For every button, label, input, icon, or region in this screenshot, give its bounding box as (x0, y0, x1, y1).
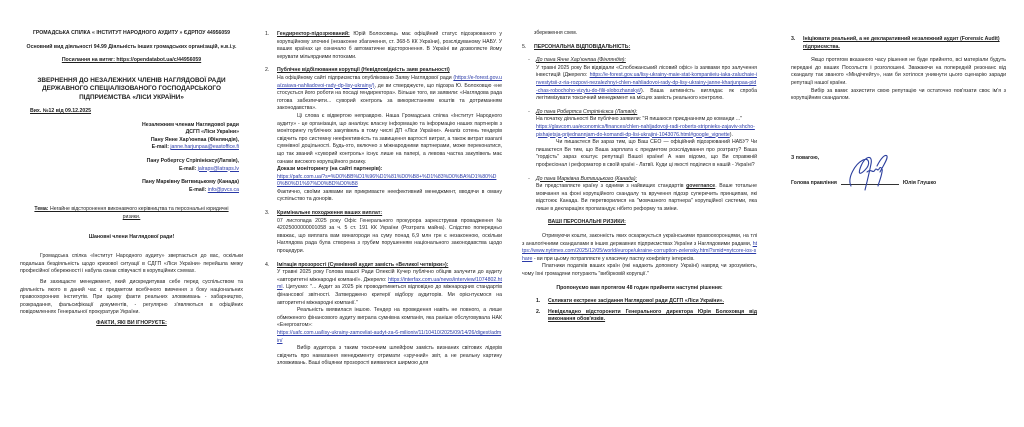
activity-line: Основний вид діяльності 94.99 Діяльність інших громадських організацій, н.в.і.у. (26, 43, 237, 50)
recipient-1-email[interactable]: janne.harjunpaa@eastoffice.fi (170, 144, 239, 151)
addressee-block (20, 122, 243, 195)
management-paragraph: Ви захищаєте менеджмент, який дискредитував себе перед суспільством та діяльність якого в даний час є предметом всебічного вивчення з боку національних правоохоронних інститутів. При цьому факти реальних зловживань - хабарництво, розкрадання, фальсифікації документів, - регулярно з'являються в офіційних повідомленнях Генеральної прокуратури України. (20, 278, 243, 316)
item-text: Юрій Болоховець має офіційний статус підозрюваного у корупційному злочині (незаконне збагачення, ст. 368-5 КК України), розслідуваному НАБУ. У ваших країнах це означало б автоматичне відсторонення. В Україні ви дозволяєте йому керувати мільярдними потоками. (277, 31, 502, 60)
proposal-heading: Пропонуємо вам протягом 48 годин прийняти наступні рішення: (556, 284, 723, 291)
decision-text: Ініціювати реальний, а не декларативний незалежний аудит (Forensic Audit) підприємства. (803, 36, 1000, 50)
item-number: 1. (536, 298, 541, 305)
item-heading: Кримінальне походження ваших виплат: (277, 210, 383, 217)
decision-item-3 (791, 36, 1006, 51)
recipient-1-email-row (20, 144, 239, 152)
person-text-continued: . Ваше тотальне мовчання на фоні корупційного скандалу та вручення підозр суперечить принципам, які відстоює Канада. Ви перетворилися на "мовчазного партнера" корупційної системи, яка лише в деклараціях пропагандує нібито реформу та зміни. (536, 183, 757, 212)
risks-paragraph (522, 233, 757, 263)
title-line-1: ЗВЕРНЕННЯ ДО НЕЗАЛЕЖНИХ ЧЛЕНІВ НАГЛЯДОВОЇ РАДИ (37, 76, 226, 84)
person-item-canada (522, 176, 757, 214)
person-heading: До пана Робертса Стріпінієкса (Латвія): (536, 108, 638, 115)
decision-item-1 (522, 298, 757, 306)
handwritten-signature-icon (845, 152, 895, 192)
person-paragraph: Чи пишаєтеся Ви зараз тим, що Ваш CEO — офіційний підозрюваний НАБУ? Чи пишаєтеся Ви тим, що Ваша зарплата є предметом розслідування про розтрату? Ваша "гордість" зараз коштує репутації Вашої країни! А нам відомо, що Ви справжній професіонал і реформатор в своїй країні - Латвії. Куди ці якості поділися в нашій - Україні? (536, 139, 757, 168)
recipient-2-email-row (20, 166, 239, 174)
item-number: 4. (265, 261, 270, 268)
item-heading: Імітація прозорості (Сумнівний аудит замість «Великої четвірки»): (277, 261, 449, 268)
fact-item-1 (265, 31, 502, 61)
risks-text-end: - ви при цьому потрапляєте у класичну пастку конфлікту інтересів. (533, 255, 695, 262)
choice-paragraph: Вибір за вами: захистити свою репутацію чи остаточно пов'язати своє ім'я з корупційним скандалом. (791, 87, 1006, 102)
person-link[interactable]: https://glavcom.ua/economics/finances/chlen-nahljadovoji-radi-roberts-stripnieks-zajaviv-shcho-pishajetsja-prijednannjam-do-komandi-dp-lisi-ukrajini-1043076.html#google_vignette (536, 123, 755, 138)
interfax-link[interactable]: https://interfax.com.ua/news/interview/1074802.html (277, 276, 502, 291)
person-text: Ви представляєте країну з одними з найвищих стандартів (536, 183, 684, 190)
evidence-link[interactable]: https://pafc.com.ua/?s=%D0%BB%D1%96%D1%81%D0%B8+%D1%83%D0%BA%D1%80%D0%B0%D1%97%D0%BD%D0%B8 (277, 173, 497, 188)
decision-item-2 (522, 309, 757, 324)
title-line-3: ПІДПРИЄМСТВА «ЛІСИ УКРАЇНИ» (79, 93, 184, 101)
person-text-continued: ). (729, 131, 733, 138)
signer-title: Голова правління (791, 179, 837, 186)
item-text: У травні 2025 року Голова вашої Ради Олексій Кучер публічно обіцяв залучити до аудиту «авторитетні міжнародні компанії». Джерело: (277, 269, 502, 283)
item-heading: Гендиректор-підозрюваний: (277, 31, 350, 37)
nytimes-link[interactable]: https://www.nytimes.com/2025/12/05/world/europe/ukraine-corruption-zelensky.html?smid=nytcore-ios-share (522, 240, 758, 262)
person-heading: До пана Янне Хар'юнпаа (Фінляндія): (536, 57, 626, 64)
fact-item-4 (265, 262, 502, 368)
dash-bullet: - (528, 175, 530, 182)
person-item-finland (522, 57, 757, 103)
person-link[interactable]: https://e-forest.gov.ua/lisy-ukrainy-maie-stat-kompaniieiu-iaka-zaluchaie-investytsii-z-ria-rozpovi-nezalezhnyi-chlen-nahliadovoi-rady-dp-lisy-ukrainy-janne-kharjunpaa-pid-chas-robochoho-vizytu-do-filii-slobozhanskyi/ (536, 72, 757, 94)
taxpayers-paragraph: Платники податків ваших країн (які надають допомогу Україні) навряд чи зрозуміють, чому їхні громадяни потурають "вибірковій корупції." (522, 263, 757, 278)
recipient-3-email[interactable]: info@pvcs.ca (207, 186, 239, 193)
person-item-latvia (522, 109, 757, 170)
intro-paragraph: Громадська спілка «Інститут Народного аудиту» звертається до вас, оскільки подальша бездіяльність щодо кризової ситуації в СДГП «Ліси України» перейшла межу професійної обережності і набула ознак співучасті в корупційних схемах. (20, 253, 243, 275)
risks-heading: ВАШІ ПЕРСОНАЛЬНІ РИЗИКИ: (548, 219, 626, 226)
section-5 (522, 44, 757, 52)
email-label: E-mail: (151, 144, 169, 151)
recipient-3-name: Пану Марківну Витвицькому (Канада) (142, 179, 239, 186)
item-number: 1. (265, 31, 270, 37)
item-paragraph: Ці слова є відвертою неправдою. Наша Громадська спілка «Інститут Народного аудиту» - це організація, що аналізує власну інформацію та інформацію наших партнерів з моніторингу публічних закупівель в тому числі ДП «Ліси України». Аналіз сотень тендерів свідчить про системну неефективність та завищення вартості витрат, а також витрат взагалі сумнівної доцільності. Будь-хто, включно з міжнародними партнерами, може переконатися, що так званий «суворий контроль» існує лише на папері, а левова частка закупівель має ознаки високого корупційного ризику. (277, 112, 502, 165)
document-page-4 (765, 0, 1024, 427)
item-text-continued: . Цитуємо: "... Аудит за 2025 рік проводитиметься відповідно до міжнародних стандартів фінансової звітності. Затверджено критерії відбору аудиторів. Ми орієнтуємося на авторитетні міжнародні компанії." (277, 284, 502, 306)
recipient-2-email[interactable]: jalraps@latraps.lv (197, 165, 239, 172)
subject-label: Тема: (34, 206, 49, 213)
document-title (20, 77, 243, 102)
dash-bullet: - (528, 108, 530, 115)
document-page-1 (0, 0, 255, 427)
registry-label: Посилання на витяг: (61, 57, 115, 64)
registry-line (20, 57, 243, 65)
addressee-line-2: ДСГП «Ліси України» (185, 129, 239, 136)
salutation: Шановні члени Наглядової ради! (88, 233, 175, 240)
org-line: ГРОМАДСЬКА СПІЛКА « ІНСТИТУТ НАРОДНОГО АУДИТУ » ЄДРПОУ 44956059 (32, 30, 231, 36)
item-number: 2. (536, 308, 541, 315)
subject-line (20, 206, 243, 221)
person-text: На початку діяльності Ви публічно заявили: "Я пишаюся приєднанням до команди ..." (536, 116, 742, 123)
signer-name: Юлія Глушко (902, 179, 937, 186)
signature-line (841, 166, 899, 185)
decision-text: Невідкладно відсторонити Генерального директора Юрія Болоховця від виконання обов'язків. (548, 308, 757, 323)
risks-text: Отримуючи кошти, законність яких оскаржується українськими правоохоронцями, на тлі з аналогічними скандалами в інших державних підприємствах України з Наглядовими радами, (522, 233, 757, 247)
subject-text: Негайне відсторонення виконавчого керівництва та персональні юридичні ризики. (49, 206, 229, 220)
item-paragraph: Реальність виявилася іншою. Тендер на проведення навіть не повного, а лише обмеженого фінансового аудиту виграла сумнівна компанія, яка раніше обслуговувала НАК «Енергоатом»: (277, 307, 502, 329)
item-number: 2. (265, 67, 270, 74)
item-number: 3. (265, 210, 270, 217)
section-heading: ПЕРСОНАЛЬНА ВІДПОВІДАЛЬНІСТЬ: (534, 43, 631, 50)
outgoing-reference: Вих. №12 від 09.12.2025 (30, 108, 92, 114)
facts-heading: ФАКТИ, ЯКІ ВИ ІГНОРУЄТЕ: (96, 319, 167, 326)
statement-link[interactable]: (https://e-forest.gov.ua/zaiava-nahliadovoi-rady-dp-lisy-ukrainy/) (277, 74, 502, 89)
item-text: 07 листопада 2025 року Офіс Генерального прокурора зареєстрував провадження № 42025000000001058 за ч. 5 ст. 191 КК України (Розтрата майна). Слідство попередньо вважає, що виплата вам винагороди на суму понад 6,9 млн грн є незаконною, оскільки Наглядова рада була створена з грубим порушенням національного законодавства щодо процедури. (277, 217, 502, 255)
person-text: У травні 2025 року Ви відвідали «Слобожанський лісовий офіс» із заявами про залучення інвестицій (Джерело: (536, 64, 757, 79)
recipient-3-email-row (20, 187, 239, 195)
item-number: 5. (522, 43, 527, 50)
email-label: E-mail: (178, 165, 197, 172)
dash-bullet: - (528, 57, 530, 64)
recipient-1-name: Пану Янне Хар'юнпаа (Фінляндія), (150, 136, 239, 143)
closing-phrase: З повагою, (791, 154, 820, 161)
evidence-label: Докази моніторингу (на сайті партнерів): (277, 166, 383, 173)
email-label: E-mail: (189, 186, 207, 193)
governance-term: governance (686, 183, 716, 190)
recipient-2-name: Пану Робертсу Стріпінієксу(Латвія), (146, 157, 239, 164)
addressee-line-1: Незалежним членам Наглядової ради (142, 121, 239, 128)
document-page-3 (510, 0, 765, 427)
signature-block (791, 166, 1006, 187)
item-number: 3. (791, 36, 796, 42)
item-text: На офіційному сайті підприємства опубліковано Заяву Наглядової ради (277, 74, 452, 81)
item-text-continued: , де ви стверджуєте, що підозра Ю. Болоховцю «не стосується його роботи на посаді гендиректора». Більше того, ви заявили: «Наглядова рада готова забезпечити... суворий контроль за використанням коштів та дотриманням законодавства». (277, 82, 502, 112)
person-text-continued: ). Ваша активність виглядає як спроба легітимізувати токсичний менеджмент на місцях замість реального контролю. (536, 87, 757, 102)
title-line-2: ДЕРЖАВНОГО СПЕЦІАЛІЗОВАНОГО ГОСПОДАРСЬКОГО (42, 85, 221, 93)
auditor-link[interactable]: https://uafc.com.ua/lisy-ukrainy-zamovliat-audyt-za-6-milioniv/11/10410/2025/09/14/26/digest/admin/ (277, 329, 502, 344)
warning-paragraph: Якщо протягом вказаного часу рішення не буде прийнято, всі матеріали будуть передані до ваших Посольств і розголошені. Зважаючи на попередній резонанс від скандалу так званого «Міндічгейту», нам би хотілося уникнути цього сценарію заради репутації нашої країни. (791, 57, 1006, 86)
fact-item-3 (265, 210, 502, 256)
fact-item-2 (265, 67, 502, 204)
continuation-text: збереження схем. (534, 30, 578, 36)
document-page-2 (255, 0, 510, 427)
item-closing: Фактично, своїми заявами ви прикриваєте неефективний менеджмент, вводячи в оману суспільство та донорів. (277, 188, 502, 203)
decision-text: Скликати екстрене засідання Наглядової ради ДСГП «Ліси України». (548, 298, 724, 305)
person-heading: До пана Марківна Витвицького (Канада): (536, 175, 637, 182)
registry-link[interactable]: https://opendatabot.ua/c/44956059 (116, 57, 202, 64)
item-heading: Публічне відбілювання корупції (Невідповідність заяв реальності) (277, 67, 450, 74)
item-paragraph-final: Вибір аудитора з таким токсичним шлейфом замість визнаних світових лідерів свідчить про намагання менеджменту отримати «зручний» звіт, а не реальну картину зловживань. Ваші обіцянки прозорості виявилися ширмою для (277, 345, 502, 367)
